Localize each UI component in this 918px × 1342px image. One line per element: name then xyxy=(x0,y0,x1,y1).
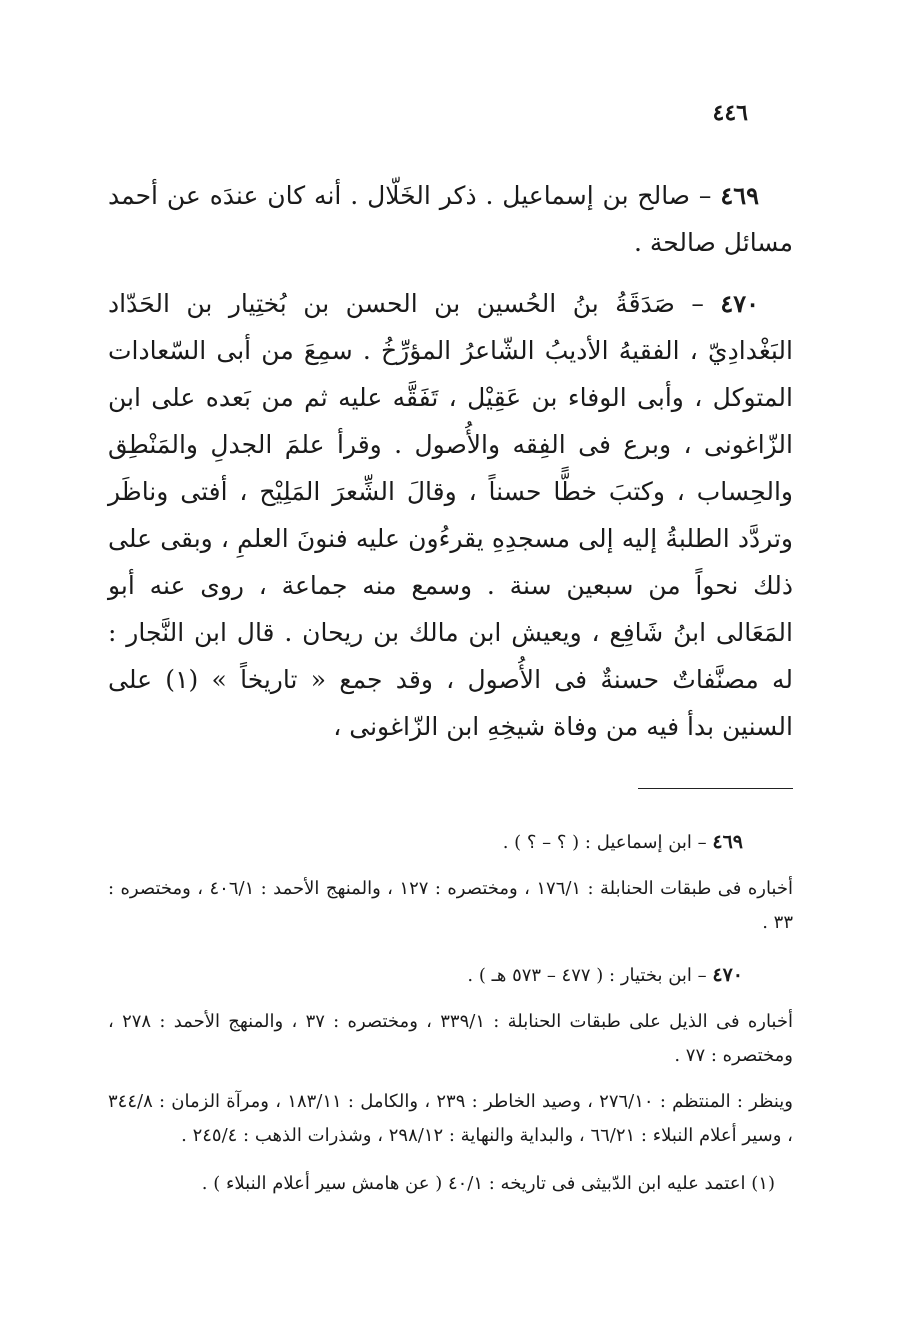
footnote-reference: وينظر : المنتظم : ٢٧٦/١٠ ، وصيد الخاطر : ٢٣٩ ، والكامل : ١٨٣/١١ ، ومرآة الزمان : ٣٤٤/٨ ، وسير أعلام النبلاء : ٦٦/٢١ ، والبداية والنهاية : ٢٩٨/١٢ ، وشذرات الذهب : ٢٤٥/٤ . xyxy=(108,1091,793,1146)
footnote-separator xyxy=(638,788,793,789)
footnote-reference: أخباره فى الذيل على طبقات الحنابلة : ٣٣٩/١ ، ومختصره : ٣٧ ، والمنهج الأحمد : ٢٧٨ ، ومختصره : ٧٧ . xyxy=(108,1011,793,1066)
footnote-number: ٤٦٩ xyxy=(712,831,743,853)
footnote-reference: أخباره فى طبقات الحنابلة : ١٧٦/١ ، ومختصره : ١٢٧ ، والمنهج الأحمد : ٤٠٦/١ ، ومختصره : ٣٣ . xyxy=(108,878,793,933)
footnotes xyxy=(108,825,793,1201)
footnote-head-text: – ابن بختيار : ( ٤٧٧ – ٥٧٣ هـ ) . xyxy=(467,965,713,986)
entry-number: ٤٧٠ xyxy=(720,289,759,318)
footnote-number: ٤٧٠ xyxy=(712,964,743,986)
footnote-469 xyxy=(108,825,793,940)
entry-469 xyxy=(108,172,793,266)
entry-number: ٤٦٩ xyxy=(720,181,759,210)
main-text xyxy=(108,172,793,750)
entry-text: – صالح بن إسماعيل . ذكر الخَلّال . أنه كان عندَه عن أحمد مسائل صالحة . xyxy=(108,181,793,257)
entry-470 xyxy=(108,280,793,750)
footnote-470 xyxy=(108,958,793,1153)
footnote-head xyxy=(108,958,793,993)
footnote-note-1: (١) اعتمد عليه ابن الدّبيثى فى تاريخه : ٤٠/١ ( عن هامش سير أعلام النبلاء ) . xyxy=(201,1173,775,1194)
page-number: ٤٤٦ xyxy=(712,100,748,126)
footnote-head xyxy=(108,825,793,860)
entry-text: – صَدَقَةُ بنُ الحُسين بن الحسن بن بُختِيار بن الحَدّاد البَغْدادِيّ ، الفقيهُ الأديبُ الشّاعرُ المؤرِّخُ . سمِعَ من أبى السّعادات المتوكل ، وأبى الوفاء بن عَقِيْل ، تَفَقَّه عليه ثم من بَعده على ابن الزّاغونى ، وبرع فى الفِقه والأُصول . وقرأ علمَ الجدلِ والمَنْطِق والحِساب ، وكتبَ خطًّا حسناً ، وقالَ الشِّعرَ المَلِيْح ، أفتى وناظَر وتردَّد الطلبةُ إليه إلى مسجدِهِ يقرءُون عليه فنونَ العلمِ ، وبقى على ذلك نحواً من سبعين سنة . وسمع منه جماعة ، روى عنه أبو المَعَالى ابنُ شَافِع ، ويعيش ابن مالك بن ريحان . قال ابن النَّجار : له مصنَّفاتٌ حسنةٌ فى الأُصول ، وقد جمع « تاريخاً » (١) على السنين بدأ فيه من وفاة شيخِهِ ابن الزّاغونى ، xyxy=(108,289,794,741)
footnote-head-text: – ابن إسماعيل : ( ؟ – ؟ ) . xyxy=(502,832,713,853)
